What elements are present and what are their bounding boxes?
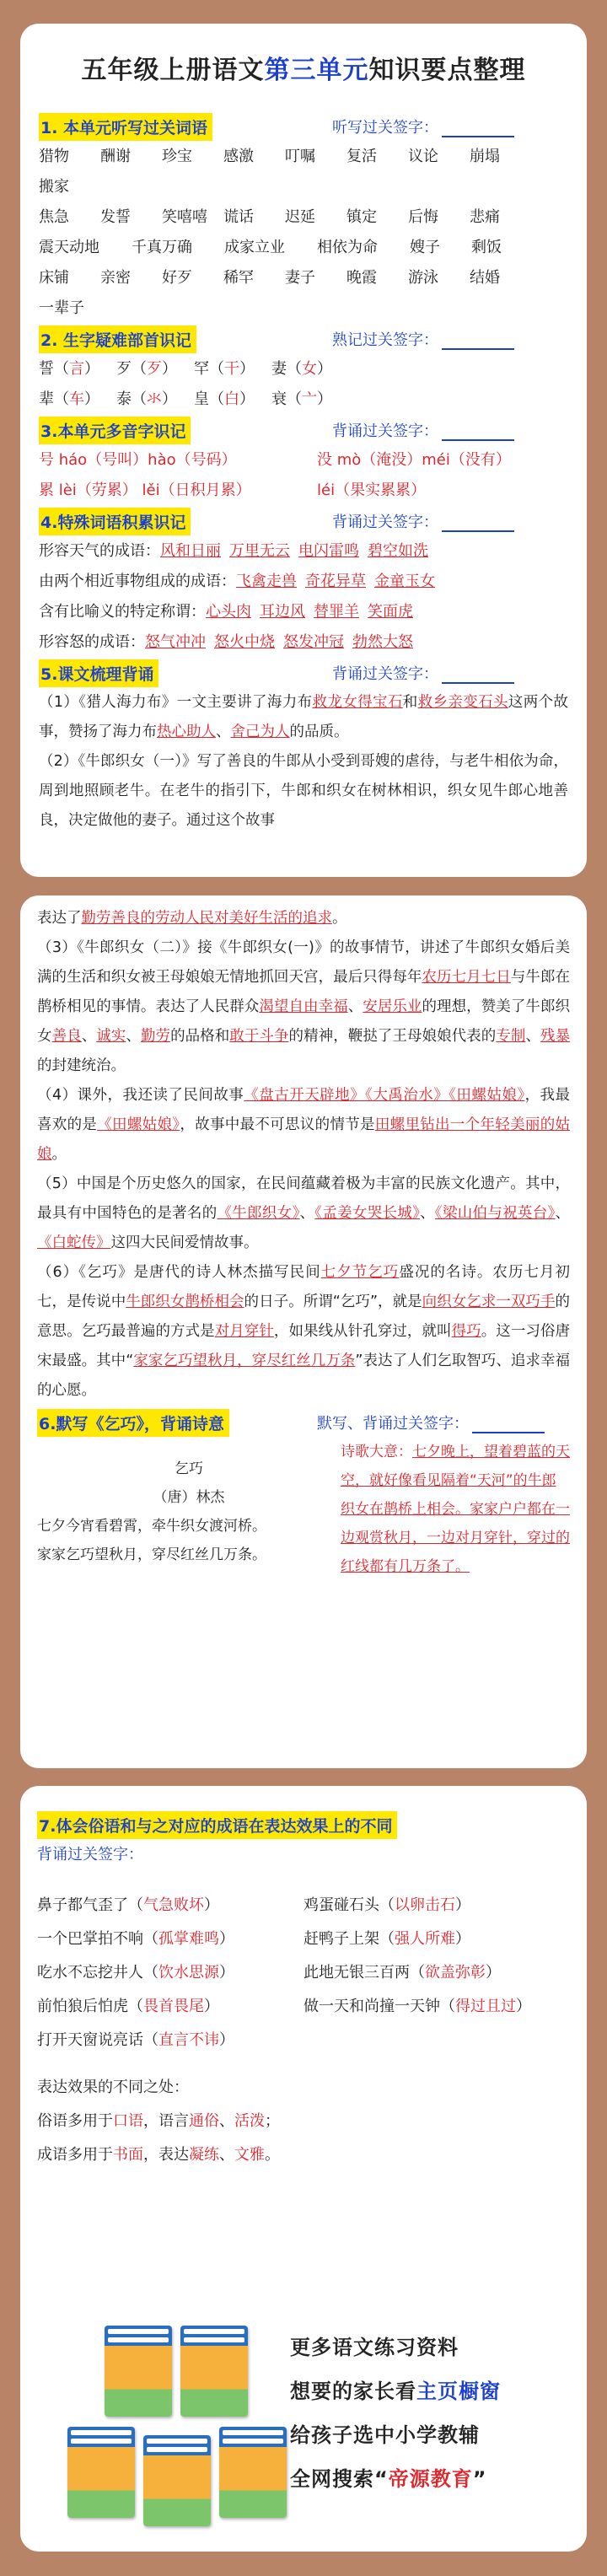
idiom: 替罪羊 [314,603,359,621]
radical-item: 泰（氺） [116,390,177,408]
word: 迟延 [285,208,315,226]
idiom: 耳边风 [260,603,305,621]
word: 崩塌 [470,148,500,165]
proverb-item [304,2024,570,2057]
radical-row [39,385,568,415]
word: 镇定 [346,208,377,226]
proverb-item: 鼻子都气歪了（气急败坏） [37,1896,219,1914]
word: 稀罕 [223,269,254,287]
idiom: 奇花异草 [305,573,366,590]
word: 相依为命 [317,239,378,256]
idiom: 心头肉 [206,603,251,621]
idiom: 金童玉女 [374,573,435,590]
word: 床铺 [39,269,69,287]
word: 剩饭 [471,239,502,256]
paragraph-2-cont: 表达了勤劳善良的劳动人民对美好生活的追求。 [37,910,347,927]
poem-line: 七夕今宵看碧霄，牵牛织女渡河桥。 [37,1518,266,1535]
paragraph-4: （4）课外，我还读了民间故事《盘古开天辟地》《大禹治水》《田螺姑娘》，我最喜欢的是《田螺姑娘》，故事中最不可思议的情节是田螺里钻出一个年轻美丽的姑娘。 [37,1087,571,1163]
word: 复活 [346,148,377,165]
polyphone-row: 累 lèi（劳累） lěi（日积月累） léi（果实累累） [39,481,427,499]
radical-item: 罕（干） [194,360,255,378]
word: 酬谢 [100,148,131,165]
word: 结婚 [470,269,500,287]
paragraph-6: （6）《乞巧》是唐代的诗人林杰描写民间七夕节乞巧盛况的名诗。农历七月初七，是传说中牛郎织女鹊桥相会的日子。所谓“乞巧”，就是向织女乞求一双巧手的意思。乞巧最普遍的方式是对月穿针，如果线从针孔穿过，就叫得巧。这一习俗唐宋最盛。其中“家家乞巧望秋月，穿尽红丝几万条”表达了人们乞取智巧、追求幸福的心愿。 [37,1264,571,1399]
book-image [143,2435,211,2526]
difference-block: 表达效果的不同之处： 俗语多用于口语，语言通俗、活泼； 成语多用于书面，表达凝练、文雅。 [37,2079,280,2164]
book-image [219,2427,287,2518]
word: 一辈子 [39,299,84,317]
poem-meaning: 诗歌大意：七夕晚上，望着碧蓝的天空，就好像看见隔着“天河”的牛郎织女在鹊桥上相会。家家户户都在一边观赏秋月，一边对月穿针，穿过的红线都有几万条了。 [341,1444,570,1575]
word: 猎物 [39,148,69,165]
poem-author: （唐）林杰 [153,1489,225,1506]
section-5-header: 5.课文梳理背诵 背诵过关签字： [39,658,568,688]
book-image [105,2326,172,2417]
section-7-sign: 背诵过关签字： [37,1846,143,1863]
idiom-row: 含有比喻义的特定称谓：心头肉 耳边风 替罪羊 笑面虎 [39,603,413,621]
proverb-row [37,1956,570,1990]
word: 议论 [408,148,438,165]
proverb-item: 鸡蛋碰石头（以卵击石） [304,1896,470,1914]
idiom: 飞禽走兽 [236,573,297,590]
idiom: 笑面虎 [368,603,413,621]
section-6-header: 6.默写《乞巧》，背诵诗意 默写、背诵过关签字： [37,1407,570,1438]
idiom: 勃然大怒 [352,633,413,651]
proverb-item: 一个巴掌拍不响（孤掌难鸣） [37,1930,234,1948]
proverb-row [37,2024,570,2057]
paragraph-3: （3）《牛郎织女（二）》接《牛郎织女(一)》的故事情节，讲述了牛郎织女婚后美满的生活和织女被王母娘娘无情地抓回天宫，最后只得每年农历七月七日与牛郎在鹊桥相见的事情。表达了人民群众渴望自由幸福、安居乐业的理想，赞美了牛郎织女善良、诚实、勤劳的品格和敢于斗争的精神，鞭挞了王母娘娘代表的专制、残暴的封建统治。 [37,939,571,1074]
section-4-header: 4.特殊词语积累识记 背诵过关签字： [39,506,568,536]
radical-item: 皇（白） [194,390,255,408]
idiom: 风和日丽 [160,542,221,560]
radical-item: 誓（言） [39,360,99,378]
word: 成家立业 [224,239,285,256]
idiom: 碧空如洗 [368,542,428,560]
proverb-item: 吃水不忘挖井人（饮水思源） [37,1964,234,1982]
proverb-item: 赶鸭子上架（强人所难） [304,1930,470,1948]
radical-item: 歹（歹） [116,360,177,378]
poem-title: 乞巧 [175,1460,203,1477]
idiom: 怒发冲冠 [283,633,344,651]
section-1-header: 1. 本单元听写过关词语 听写过关签字： [39,111,568,142]
section-2-header: 2. 生字疑难部首识记 熟记过关签字： [39,324,568,354]
word: 叮嘱 [285,148,315,165]
word: 好歹 [162,269,192,287]
card-1 [20,24,587,877]
idiom: 怒气冲冲 [145,633,206,651]
dictation-words [39,142,568,324]
promo-text: 更多语文练习资料 想要的家长看主页橱窗 给孩子选中小学教辅 全网搜索“帝源教育” [290,2336,501,2491]
idiom-row: 形容天气的成语：风和日丽 万里无云 电闪雷鸣 碧空如洗 [39,542,428,560]
idiom: 电闪雷鸣 [298,542,359,560]
radical-rows [39,354,568,415]
proverb-row [37,1990,570,2024]
word: 震天动地 [39,239,99,256]
proverb-rows [37,1889,570,2057]
radical-item: 衰（亠） [271,390,332,408]
word: 搬家 [39,178,69,196]
page-title: 五年级上册语文第三单元知识要点整理 [81,56,526,85]
paragraph-1: （1）《猎人海力布》一文主要讲了海力布救龙女得宝石和救乡亲变石头这两个故事，赞扬了海力布热心助人、舍己为人的品质。 [39,694,568,740]
poem-block [37,1438,570,1581]
book-image [67,2427,135,2518]
idiom: 怒火中烧 [214,633,275,651]
paragraph-2: （2）《牛郎织女（一）》写了善良的牛郎从小受到哥嫂的虐待，与老牛相依为命，周到地照顾老牛。在老牛的指引下，牛郎和织女在树林相识，织女见牛郎心地善良，决定做他的妻子。通过这个故事 [39,753,568,829]
word-row [39,142,568,202]
word-row [39,202,568,233]
section-7-header: 7.体会俗语和与之对应的成语在表达效果上的不同 [37,1810,570,1840]
word: 悲痛 [470,208,500,226]
word: 珍宝 [162,148,192,165]
proverb-row [37,1923,570,1956]
radical-item: 妻（女） [271,360,332,378]
book-image [180,2326,248,2417]
card-2 [20,895,587,1768]
word: 晚霞 [346,269,377,287]
idiom: 万里无云 [229,542,290,560]
idiom-rows [39,536,568,658]
word: 千真万确 [132,239,192,256]
idiom-row: 由两个相近事物组成的成语：飞禽走兽 奇花异草 金童玉女 [39,573,435,590]
word: 谎话 [223,208,254,226]
word: 发誓 [100,208,131,226]
proverb-item: 前怕狼后怕虎（畏首畏尾） [37,1998,219,2015]
paragraph-5: （5）中国是个历史悠久的国家，在民间蕴藏着极为丰富的民族文化遗产。其中，最具有中国特色的是著名的《牛郎织女》、《孟姜女哭长城》、《梁山伯与祝英台》、《白蛇传》这四大民间爱情故事。 [37,1175,571,1251]
word: 笑嘻嘻 [162,208,207,226]
radical-item: 辈（车） [39,390,99,408]
polyphone-row: 号 háo（号叫）hào（号码） 没 mò（淹没）méi（没有） [39,451,511,469]
proverb-item: 此地无银三百两（欲盖弥彰） [304,1964,501,1982]
section-3-header: 3.本单元多音字识记 背诵过关签字： [39,415,568,445]
proverb-row [37,1889,570,1923]
idiom-row: 形容怒的成语：怒气冲冲 怒火中烧 怒发冲冠 勃然大怒 [39,633,413,651]
word: 亲密 [100,269,131,287]
word: 妻子 [285,269,315,287]
radical-row [39,354,568,385]
word: 焦急 [39,208,69,226]
card-3 [20,1786,587,2552]
word-row [39,233,568,263]
word-row [39,263,568,324]
word: 后悔 [408,208,438,226]
poem-line: 家家乞巧望秋月，穿尽红丝几万条。 [37,1546,266,1563]
word: 游泳 [408,269,438,287]
word: 感激 [223,148,254,165]
proverb-item: 打开天窗说亮话（直言不讳） [37,2031,234,2049]
proverb-item: 做一天和尚撞一天钟（得过且过） [304,1998,531,2015]
word: 嫂子 [410,239,440,256]
